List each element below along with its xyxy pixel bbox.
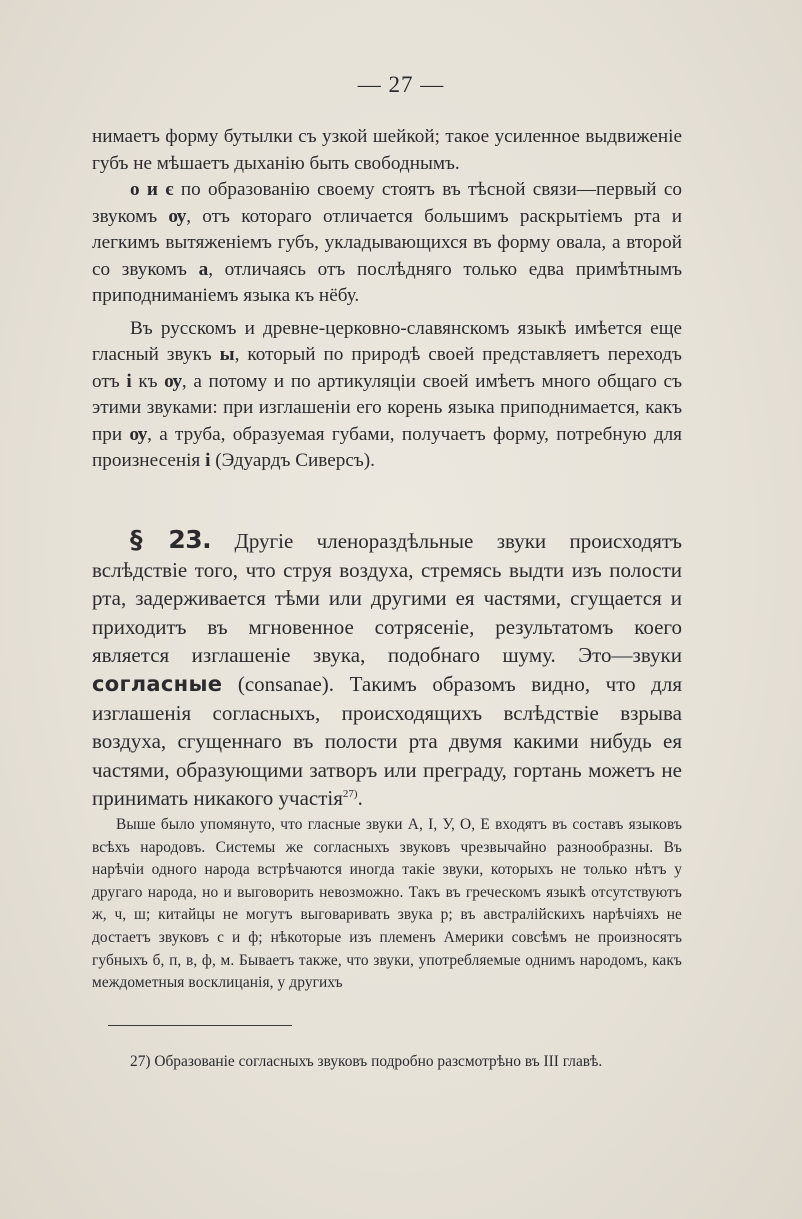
paragraph-3-text-f: (Эдуардъ Сиверсъ). xyxy=(210,450,375,471)
page-number: — 27 — xyxy=(357,72,445,97)
section-number: § 23. xyxy=(130,525,212,554)
letter-ou: ѹ xyxy=(129,423,148,445)
footnote-divider xyxy=(108,1025,292,1026)
paragraph-3 xyxy=(92,316,682,475)
footnote-ref: 27) xyxy=(342,788,358,801)
term-consonants: согласные xyxy=(92,671,223,696)
paragraph-1: нимаетъ форму бутылки съ узкой шейкой; такое усиленное выдвиженiе губъ не мѣшаетъ дыханiю быть свободнымъ. xyxy=(92,126,682,174)
paragraph-2-text-a: по образованiю своему стоятъ въ тѣсной связи—первый со звукомъ xyxy=(92,179,682,227)
section-text-b: (consanae). Такимъ образомъ видно, что для изглашенiя согласныхъ, происходящихъ вслѣдствiе взрыва воздуха, сгущеннаго въ полости рта двумя какими нибудь ея частями, образующими затворъ или преграду, гортань можетъ не принимать никакого участiя xyxy=(92,671,682,811)
paragraph-3-text-e: , а труба, образуемая губами, получаетъ форму, потребную для произнесенiя xyxy=(92,423,683,471)
paragraph-3-text-a: Въ русскомъ и древне-церковно-славянскомъ языкѣ имѣется еще гласный звукъ xyxy=(92,317,682,365)
section-text-c: . xyxy=(357,786,363,811)
letter-i: і xyxy=(126,370,132,392)
small-print-note: Выше было упомянуто, что гласные звуки А, I, У, О, Е входятъ въ составъ языковъ всѣхъ народовъ. Системы же согласныхъ звуковъ чрезвычайно разнообразны. Въ нарѣчiи одного народа встрѣчаются иногда такiе звуки, которыхъ не только нѣтъ у другаго народа, но и выговорить невозможно. Такъ въ греческомъ языкѣ отсутствуютъ ж, ч, ш; китайцы не могутъ выговаривать звука р; въ австралiйскихъ нарѣчiяхъ не достаетъ звуковъ с и ф; нѣкоторые изъ племенъ Америки совсѣмъ не произносятъ губныхъ б, п, в, ф, м. Бываетъ также, что звуки, употребляемые однимъ народомъ, какъ междометныя восклицанiя, у другихъ xyxy=(92,816,682,992)
section-text-a: Другiе членораздѣльные звуки происходятъ вслѣдствiе того, что струя воздуха, стремясь выдти изъ полости рта, задерживается тѣми или другими ея частями, сгущается и приходитъ въ мгновенное сотрясенiе, результатомъ коего является изглашенiе звука, подобнаго шуму. Это—звуки xyxy=(92,529,682,668)
vowel-letters: о и є xyxy=(130,179,174,200)
paragraph-3-text-b: , который по природѣ своей представляетъ переходъ отъ xyxy=(92,344,682,392)
footnote: 27) Образованiе согласныхъ звуковъ подробно разсмотрѣно въ III главѣ. xyxy=(130,1053,603,1070)
paragraph-2-text-c: , отличаясь отъ послѣдняго только едва примѣтнымъ приподниманiемъ языка къ нёбу. xyxy=(92,258,683,306)
paragraph-2-text-b: , отъ котораго отличается большимъ раскрытiемъ рта и легкимъ вытяженiемъ губъ, укладывающихся въ форму овала, а второй со звукомъ xyxy=(92,205,683,280)
section-23 xyxy=(92,526,682,813)
paragraph-3-text-d: , а потому и по артикуляцiи своей имѣетъ много общаго съ этими звуками: при изглашенiи его корень языка приподнимается, какъ при xyxy=(92,370,682,445)
letter-i: і xyxy=(205,450,211,471)
letter-ou: ѹ xyxy=(168,205,187,227)
paragraph-3-text-c: къ xyxy=(131,370,165,392)
main-text-upper xyxy=(92,124,682,475)
letter-y: ы xyxy=(219,344,235,365)
letter-a: а xyxy=(198,258,209,280)
letter-ou: ѹ xyxy=(164,370,182,392)
paragraph-2 xyxy=(92,177,682,310)
